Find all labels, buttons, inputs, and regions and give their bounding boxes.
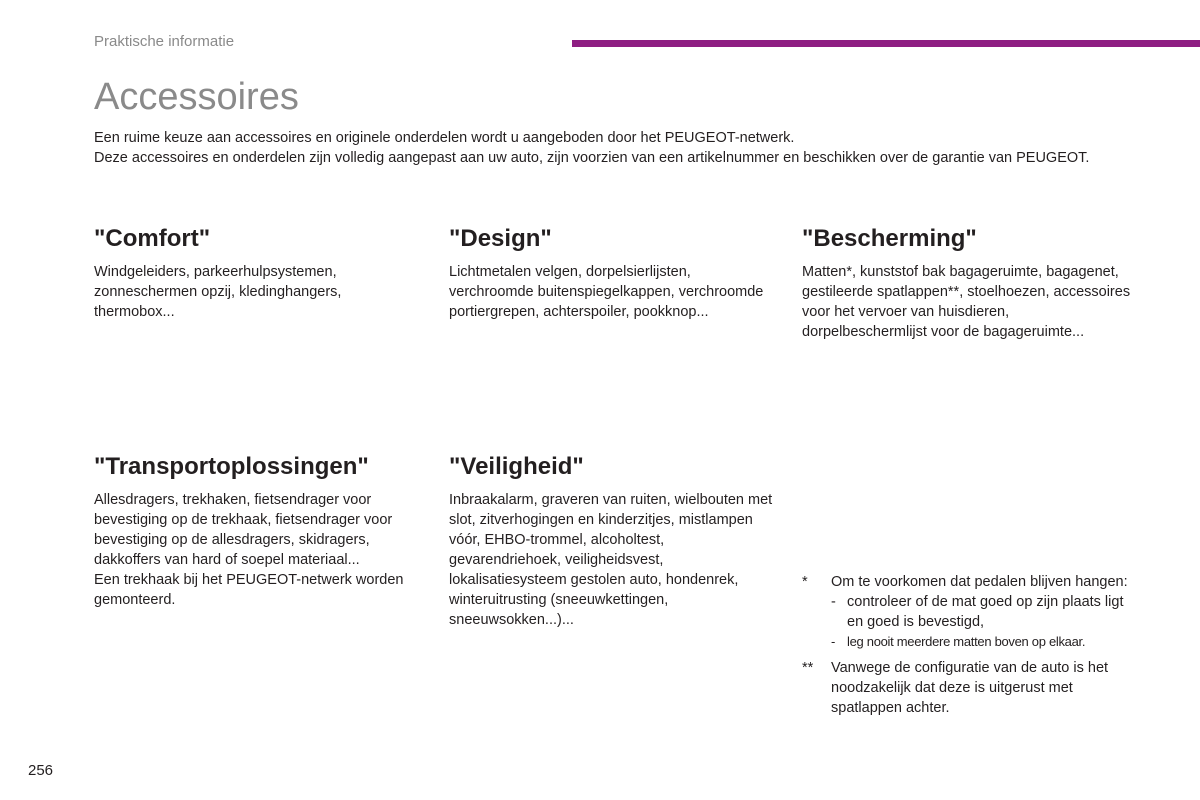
footnote-list-text: controleer of de mat goed op zijn plaats ligt en goed is bevestigd, (847, 594, 1124, 630)
section-label: Praktische informatie (94, 33, 235, 50)
page-title: Accessoires (94, 76, 299, 118)
category-design (449, 224, 779, 322)
dash-bullet: - (831, 634, 836, 649)
footnote-mark: * (802, 574, 808, 590)
category-comfort (94, 224, 424, 322)
footnote-list-text: leg nooit meerdere matten boven op elkaar. (847, 634, 1086, 649)
footnote-mark: ** (802, 660, 814, 676)
category-transportoplossingen (94, 452, 424, 610)
category-text: Een trekhaak bij het PEUGEOT-netwerk worden gemonteerd. (94, 572, 404, 608)
footnote (802, 658, 1132, 718)
dash-bullet: - (831, 594, 836, 610)
intro-text (94, 128, 1114, 168)
category-text: Inbraakalarm, graveren van ruiten, wielbouten met slot, zitverhogingen en kinderzitjes, mistlampen vóór, EHBO-trommel, alcoholtest, gevarendriehoek, veiligheidsvest, lokalisatiesysteem gestolen auto, hondenrek, winteruitrusting (sneeuwkettingen, sneeuwsokken...)... (449, 492, 773, 628)
page-number: 256 (28, 762, 54, 779)
category-text: Matten*, kunststof bak bagageruimte, bagagenet, gestileerde spatlappen**, stoelhoezen, accessoires voor het vervoer van huisdieren, dorpelbeschermlijst voor de bagageruimte... (802, 264, 1131, 340)
category-heading: "Transportoplossingen" (94, 453, 369, 480)
footnote-list-item (831, 592, 1132, 632)
category-heading: "Veiligheid" (449, 453, 584, 480)
footnote-text: Om te voorkomen dat pedalen blijven hangen: (831, 574, 1128, 590)
category-heading: "Bescherming" (802, 225, 977, 252)
footnotes (802, 572, 1132, 724)
category-text: Lichtmetalen velgen, dorpelsierlijsten, verchroomde buitenspiegelkappen, verchroomde portiergrepen, achterspoiler, pookknop... (449, 264, 764, 320)
header-accent-bar (572, 40, 1200, 47)
footnote-text: Vanwege de configuratie van de auto is het noodzakelijk dat deze is uitgerust met spatlappen achter. (831, 660, 1109, 716)
intro-paragraph: Deze accessoires en onderdelen zijn volledig aangepast aan uw auto, zijn voorzien van een artikelnummer en beschikken over de garantie van PEUGEOT. (94, 150, 1090, 166)
category-text: Allesdragers, trekhaken, fietsendrager voor bevestiging op de trekhaak, fietsendrager voor bevestiging op de allesdragers, skidragers, dakkoffers van hard of soepel materiaal... (94, 492, 393, 568)
category-heading: "Comfort" (94, 225, 211, 252)
category-bescherming (802, 224, 1132, 342)
footnote-list-item (831, 632, 1132, 652)
category-text: Windgeleiders, parkeerhulpsystemen, zonneschermen opzij, kledinghangers, thermobox... (94, 264, 342, 320)
category-veiligheid (449, 452, 779, 630)
footnote (802, 572, 1132, 652)
intro-paragraph: Een ruime keuze aan accessoires en originele onderdelen wordt u aangeboden door het PEUGEOT-netwerk. (94, 130, 795, 146)
category-heading: "Design" (449, 225, 552, 252)
